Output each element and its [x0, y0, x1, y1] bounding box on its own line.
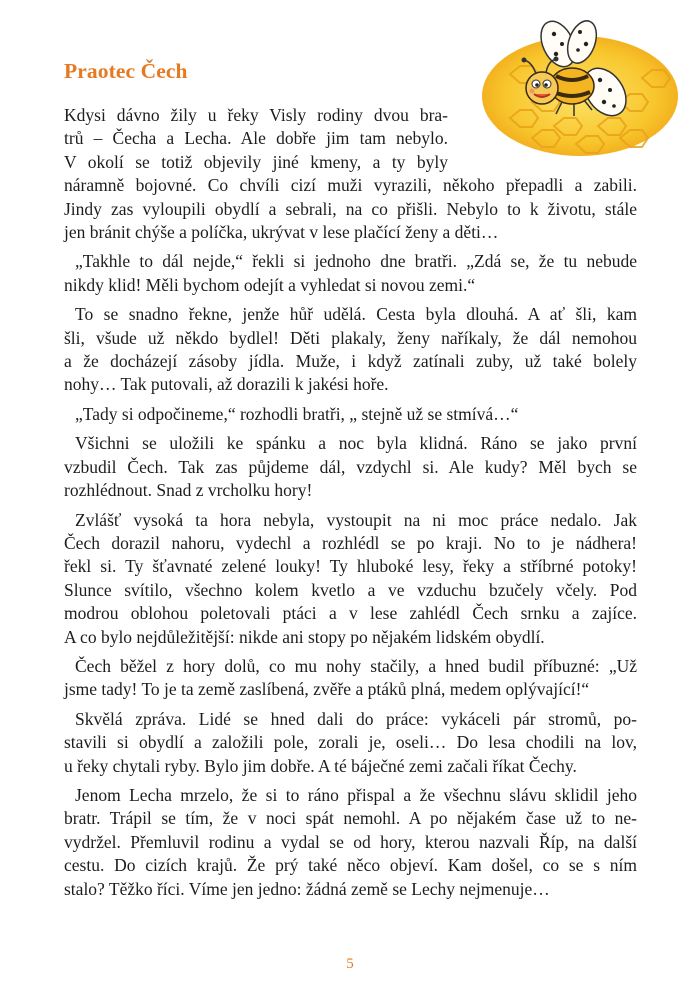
text-line: jsme tady! To je ta země zaslíbená, zvěře a ptáků plná, medem oplývající!“: [64, 679, 590, 700]
text-line: To se snadno řekne, jenže hůř udělá. Cesta byla dlouhá. A ať šli, kam: [75, 304, 637, 325]
text-line: rozhlédnout. Snad z vrcholku hory!: [64, 480, 313, 501]
text-line: Všichni se uložili ke spánku a noc byla klidná. Ráno se jako první: [75, 433, 637, 454]
text-line: jen bránit chýše a políčka, ukrývat v lese plačící ženy a děti…: [64, 222, 499, 243]
text-line: Kdysi dávno žily u řeky Visly rodiny dvou bra-: [64, 105, 448, 125]
paragraph: [64, 784, 637, 901]
text-line: Slunce svítilo, všechno kolem kvetlo a ve vzduchu bzučely včely. Pod: [64, 579, 637, 600]
page-number: 5: [346, 956, 354, 972]
paragraph: [64, 403, 637, 426]
text-line: Čech dorazil nahoru, vydechl a rozhlédl se po kraji. No to je nádhera!: [64, 532, 637, 553]
text-line: Zvlášť vysoká ta hora nebyla, vystoupit na ni moc práce nedalo. Jak: [75, 509, 637, 530]
paragraph: [64, 655, 637, 702]
story-text: [64, 104, 637, 907]
text-line: A co bylo nejdůležitější: nikde ani stopy po nějakém lidském obydlí.: [64, 626, 545, 647]
paragraph: [64, 250, 637, 297]
paragraph: [64, 432, 637, 502]
text-line: modrou oblohou poletovali ptáci a v lese zahlédl Čech srnku a zajíce.: [64, 603, 637, 624]
page-title: Praotec Čech: [64, 59, 188, 83]
text-line: bratr. Trápil se tím, že v noci spát nemohl. A po nějakém čase už to ne-: [64, 808, 637, 829]
text-line: „Tady si odpočineme,“ rozhodli bratři, „ stejně už se stmívá…“: [75, 403, 519, 424]
paragraph: [64, 303, 637, 397]
paragraph: [64, 509, 637, 649]
text-line: cestu. Do cizích krajů. Že prý také něco objeví. Kam došel, co se s ním: [64, 855, 637, 876]
text-line: trů – Čecha a Lecha. Ale dobře jim tam nebylo.: [64, 128, 448, 149]
text-line: V okolí se totiž objevily jiné kmeny, a ty byly: [64, 151, 448, 172]
text-line: Jenom Lecha mrzelo, že si to ráno přispal a že všechnu slávu sklidil jeho: [75, 784, 637, 805]
text-line: Čech běžel z hory dolů, co mu nohy stačily, a hned budil příbuzné: „Už: [75, 655, 637, 676]
text-line: a že docházejí zásoby jídla. Muže, i když zatínali zuby, už také bolely: [64, 351, 637, 372]
text-line: stavili si obydlí a založili pole, zorali je, oseli… Do lesa chodili na lov,: [64, 732, 637, 753]
text-line: stalo? Těžko říci. Víme jen jedno: žádná země se Lechy nejmenuje…: [64, 878, 550, 899]
text-line: u řeky chytali ryby. Bylo jim dobře. A té báječné zemi začali říkat Čechy.: [64, 755, 577, 776]
text-line: vzbudil Čech. Tak zas půjdeme dál, vzdychl si. Ale kudy? Měl bych se: [64, 456, 637, 477]
paragraph: [64, 708, 637, 778]
text-line: nohy… Tak putovali, až dorazili k jakési hoře.: [64, 374, 389, 395]
text-line: nikdy klid! Měli bychom odejít a vyhledat si novou zemi.“: [64, 274, 476, 295]
text-line: šli, všude už někdo bydlel! Děti plakaly, ženy naříkaly, že dál nemohou: [64, 327, 637, 348]
text-line: Skvělá zpráva. Lidé se hned dali do práce: vykáceli pár stromů, po-: [75, 708, 637, 729]
text-line: Jindy zas vyloupili obydlí a sebrali, na co přišli. Nebylo to k životu, stále: [64, 198, 637, 219]
paragraph: [64, 104, 637, 244]
text-line: řekl si. Ty šťavnaté zelené louky! Ty hluboké lesy, řeky a stříbrné potoky!: [64, 556, 637, 577]
text-line: vydržel. Přemluvil rodinu a vydal se od hory, kterou nazvali Říp, na další: [64, 831, 637, 852]
text-line: „Takhle to dál nejde,“ řekli si jednoho dne bratři. „Zdá se, že tu nebude: [75, 251, 637, 272]
text-line: náramně bojovné. Co chvíli cizí muži vyrazili, někoho přepadli a zabili.: [64, 175, 637, 196]
